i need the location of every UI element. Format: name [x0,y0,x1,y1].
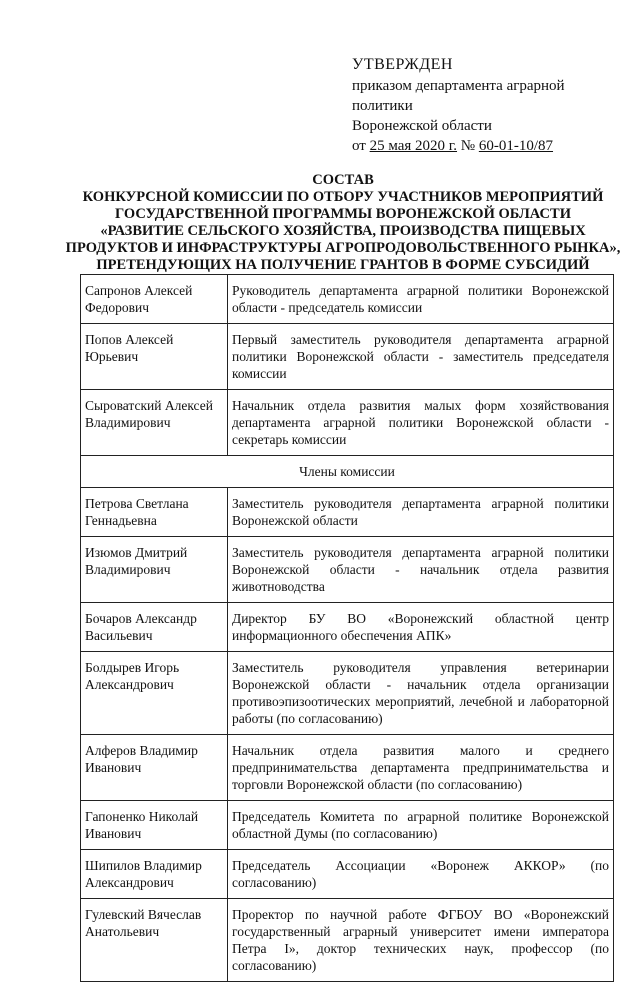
approved-heading: УТВЕРЖДЕН [352,56,453,73]
commission-table [80,274,614,982]
table-row [81,603,614,652]
member-role: Заместитель руководителя управления ветеринарии Воронежской области - начальник отдела организации противоэпизоотических мероприятий, лечебной и лабораторной работы (по согласованию) [228,652,614,735]
approval-stamp [352,55,565,156]
approval-line-1: приказом департамента аграрной [352,78,565,94]
approval-date: 25 мая 2020 г. [369,138,458,154]
member-name: Шипилов Владимир Александрович [81,850,228,899]
member-role: Начальник отдела развития малого и среднего предпринимательства департамента предпринимательства и торговли Воронежской области (по согласованию) [228,735,614,801]
table-row [81,390,614,456]
title-line: ГОСУДАРСТВЕННОЙ ПРОГРАММЫ ВОРОНЕЖСКОЙ ОБЛАСТИ [115,206,571,222]
member-role: Директор БУ ВО «Воронежский областной центр информационного обеспечения АПК» [228,603,614,652]
member-name: Попов Алексей Юрьевич [81,324,228,390]
member-role: Председатель Ассоциации «Воронеж АККОР» (по согласованию) [228,850,614,899]
approval-line-2: политики [352,98,413,114]
member-role: Руководитель департамента аграрной политики Воронежской области - председатель комиссии [228,275,614,324]
approval-date-line [352,136,565,156]
title-line: КОНКУРСНОЙ КОМИССИИ ПО ОТБОРУ УЧАСТНИКОВ МЕРОПРИЯТИЙ [82,189,604,205]
members-section-row [81,456,614,488]
table-row [81,324,614,390]
member-name: Петрова Светлана Геннадьевна [81,488,228,537]
member-role: Председатель Комитета по аграрной политике Воронежской областной Думы (по согласованию) [228,801,614,850]
member-name: Болдырев Игорь Александрович [81,652,228,735]
approval-line-3: Воронежской области [352,118,492,134]
members-heading: Члены комиссии [81,456,614,488]
table-row [81,652,614,735]
table-row [81,899,614,982]
table-row [81,537,614,603]
table-row [81,735,614,801]
member-role: Начальник отдела развития малых форм хозяйствования департамента аграрной политики Воронежской области - секретарь комиссии [228,390,614,456]
member-role: Проректор по научной работе ФГБОУ ВО «Воронежский государственный аграрный университет имени императора Петра I», доктор технических наук, профессор (по согласованию) [228,899,614,982]
title-line: СОСТАВ [312,172,374,188]
document-title [60,172,626,274]
date-prefix: от [352,138,366,154]
member-name: Изюмов Дмитрий Владимирович [81,537,228,603]
member-name: Сапронов Алексей Федорович [81,275,228,324]
title-line: ПРЕТЕНДУЮЩИХ НА ПОЛУЧЕНИЕ ГРАНТОВ В ФОРМЕ СУБСИДИЙ [96,257,590,273]
approval-number: 60-01-10/87 [478,138,554,154]
table-row [81,488,614,537]
number-prefix: № [460,138,476,154]
table-row [81,801,614,850]
member-name: Бочаров Александр Васильевич [81,603,228,652]
member-name: Гулевский Вячеслав Анатольевич [81,899,228,982]
member-role: Заместитель руководителя департамента аграрной политики Воронежской области - начальник отдела развития животноводства [228,537,614,603]
title-line: «РАЗВИТИЕ СЕЛЬСКОГО ХОЗЯЙСТВА, ПРОИЗВОДСТВА ПИЩЕВЫХ [100,223,586,239]
member-name: Сыроватский Алексей Владимирович [81,390,228,456]
member-name: Алферов Владимир Иванович [81,735,228,801]
member-role: Заместитель руководителя департамента аграрной политики Воронежской области [228,488,614,537]
table-row [81,275,614,324]
title-line: ПРОДУКТОВ И ИНФРАСТРУКТУРЫ АГРОПРОДОВОЛЬСТВЕННОГО РЫНКА», [65,240,621,256]
member-name: Гапоненко Николай Иванович [81,801,228,850]
table-row [81,850,614,899]
member-role: Первый заместитель руководителя департамента аграрной политики Воронежской области - заместитель председателя комиссии [228,324,614,390]
